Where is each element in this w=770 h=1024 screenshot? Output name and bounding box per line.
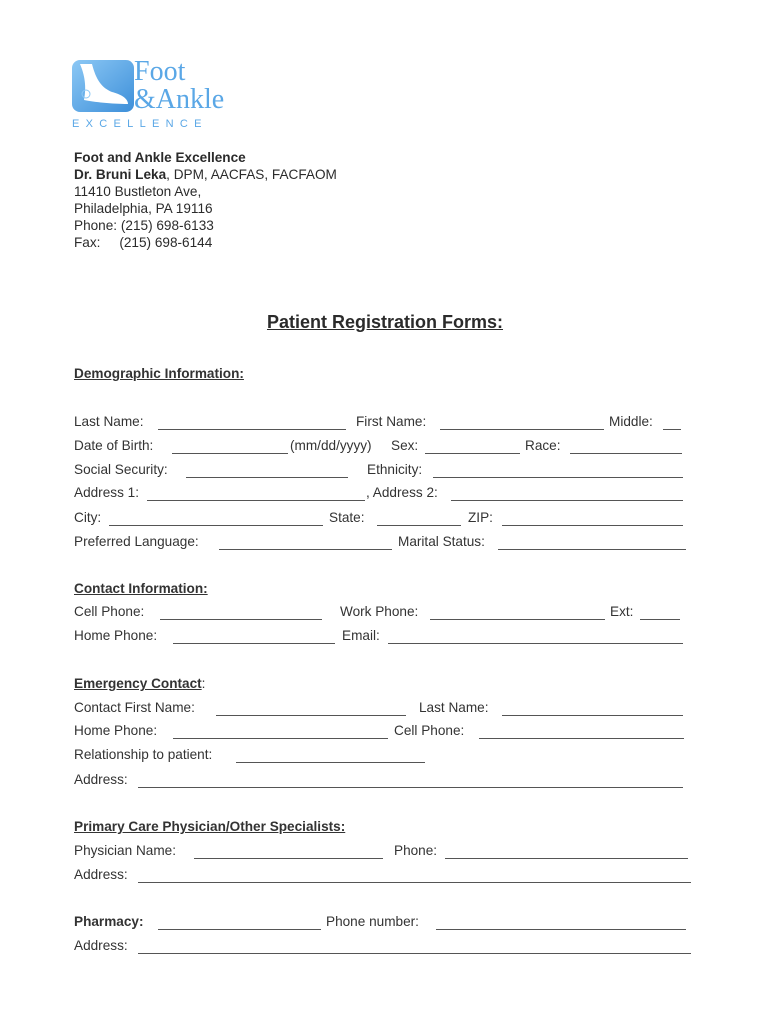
sex-field[interactable] — [425, 453, 520, 454]
middle-label: Middle: — [609, 414, 653, 429]
emergency-home-label: Home Phone: — [74, 723, 158, 738]
pharmacy-phone-field[interactable] — [436, 929, 686, 930]
emergency-address-field[interactable] — [138, 787, 683, 788]
dob-format: (mm/dd/yyyy) — [290, 438, 372, 453]
pcp-heading: Primary Care Physician/Other Specialists: — [74, 819, 346, 834]
ssn-field[interactable] — [186, 477, 348, 478]
relationship-label: Relationship to patient: — [74, 747, 213, 762]
race-field[interactable] — [570, 453, 682, 454]
email-label: Email: — [342, 628, 380, 643]
physician-phone-field[interactable] — [445, 858, 688, 859]
state-label: State: — [329, 510, 365, 525]
emergency-first-label: Contact First Name: — [74, 700, 195, 715]
physician-address-label: Address: — [74, 867, 128, 882]
practice-street: 11410 Bustleton Ave, — [74, 184, 202, 199]
work-phone-field[interactable] — [430, 619, 605, 620]
ext-field[interactable] — [640, 619, 680, 620]
address1-label: Address 1: — [74, 485, 139, 500]
physician-name-field[interactable] — [194, 858, 383, 859]
doctor-line — [74, 166, 337, 183]
ssn-label: Social Security: — [74, 462, 168, 477]
practice-city: Philadelphia, PA 19116 — [74, 201, 213, 216]
home-phone-field[interactable] — [173, 643, 335, 644]
emergency-home-field[interactable] — [173, 738, 388, 739]
ext-label: Ext: — [610, 604, 634, 619]
pharmacy-label: Pharmacy: — [74, 914, 144, 929]
logo-tagline: EXCELLENCE — [72, 118, 208, 130]
emergency-first-field[interactable] — [216, 715, 406, 716]
logo-word-ankle: &Ankle — [134, 84, 225, 115]
physician-name-label: Physician Name: — [74, 843, 176, 858]
pharmacy-address-label: Address: — [74, 938, 128, 953]
first-name-field[interactable] — [440, 429, 604, 430]
emergency-heading — [74, 676, 205, 691]
state-field[interactable] — [377, 525, 461, 526]
sex-label: Sex: — [391, 438, 419, 453]
pharmacy-field[interactable] — [158, 929, 321, 930]
practice-address — [74, 149, 337, 251]
address1-field[interactable] — [147, 500, 365, 501]
doctor-name: Dr. Bruni Leka — [74, 167, 167, 182]
last-name-field[interactable] — [158, 429, 346, 430]
pharmacy-address-field[interactable] — [138, 953, 691, 954]
practice-name: Foot and Ankle Excellence — [74, 150, 246, 165]
race-label: Race: — [525, 438, 561, 453]
home-phone-label: Home Phone: — [74, 628, 158, 643]
zip-label: ZIP: — [468, 510, 493, 525]
relationship-field[interactable] — [236, 762, 425, 763]
dob-field[interactable] — [172, 453, 288, 454]
physician-address-field[interactable] — [138, 882, 691, 883]
physician-phone-label: Phone: — [394, 843, 438, 858]
ethnicity-label: Ethnicity: — [367, 462, 423, 477]
emergency-last-label: Last Name: — [419, 700, 489, 715]
work-phone-label: Work Phone: — [340, 604, 419, 619]
pharmacy-phone-label: Phone number: — [326, 914, 419, 929]
email-field[interactable] — [388, 643, 683, 644]
emergency-last-field[interactable] — [502, 715, 683, 716]
city-label: City: — [74, 510, 102, 525]
contact-heading: Contact Information: — [74, 581, 208, 596]
emergency-cell-field[interactable] — [479, 738, 684, 739]
middle-field[interactable] — [663, 429, 681, 430]
address2-field[interactable] — [451, 500, 683, 501]
cell-phone-field[interactable] — [160, 619, 322, 620]
practice-fax: Fax: (215) 698-6144 — [74, 235, 213, 250]
ethnicity-field[interactable] — [433, 477, 683, 478]
practice-logo — [72, 58, 232, 134]
marital-label: Marital Status: — [398, 534, 485, 549]
logo-word-foot: Foot — [134, 56, 186, 87]
form-title: Patient Registration Forms: — [266, 312, 504, 332]
marital-field[interactable] — [498, 549, 686, 550]
last-name-label: Last Name: — [74, 414, 144, 429]
address2-label: , Address 2: — [366, 485, 438, 500]
cell-phone-label: Cell Phone: — [74, 604, 145, 619]
city-field[interactable] — [109, 525, 323, 526]
emergency-cell-label: Cell Phone: — [394, 723, 465, 738]
language-label: Preferred Language: — [74, 534, 199, 549]
language-field[interactable] — [219, 549, 392, 550]
foot-icon — [72, 60, 134, 112]
dob-label: Date of Birth: — [74, 438, 154, 453]
zip-field[interactable] — [502, 525, 683, 526]
first-name-label: First Name: — [356, 414, 427, 429]
emergency-heading-text: Emergency Contact — [74, 676, 202, 691]
emergency-heading-suffix: : — [201, 676, 206, 691]
doctor-credentials: , DPM, AACFAS, FACFAOM — [166, 167, 337, 182]
emergency-address-label: Address: — [74, 772, 128, 787]
demographic-heading: Demographic Information: — [74, 366, 244, 381]
practice-phone: Phone: (215) 698-6133 — [74, 218, 214, 233]
